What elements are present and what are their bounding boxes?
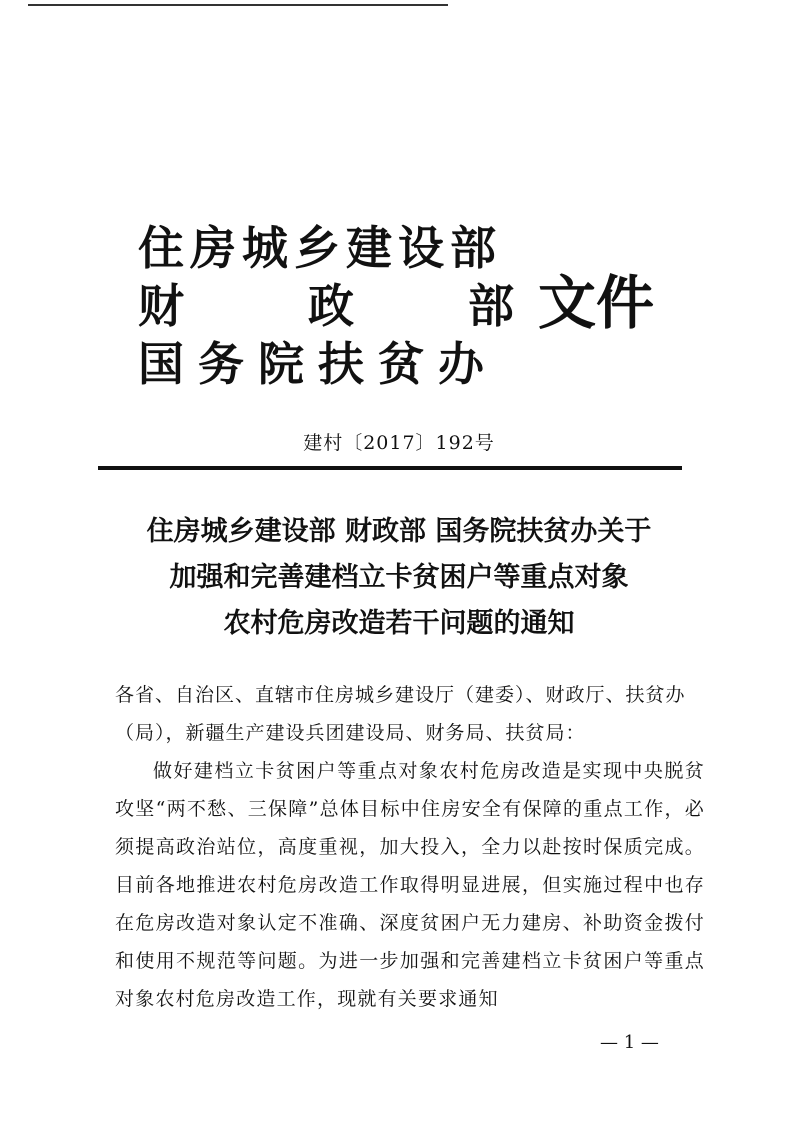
- issuing-agency-2-char-3: 部: [468, 279, 514, 333]
- document-title-line-2: 加强和完善建档立卡贫困户等重点对象: [169, 562, 629, 593]
- document-number: 建村〔2017〕192号: [303, 432, 495, 454]
- document-title-line-3: 农村危房改造若干问题的通知: [223, 608, 575, 639]
- issuing-agency-3: 国务院扶贫办: [138, 337, 498, 391]
- issuing-agency-2-char-1: 财: [138, 279, 184, 333]
- body-paragraph-1: 做好建档立卡贫困户等重点对象农村危房改造是实现中央脱贫攻坚“两不愁、三保障”总体目标中住房安全有保障的重点工作，必须提高政治站位，高度重视，加大投入，全力以赴按时保质完成。目前各地推进农村危房改造工作取得明显进展，但实施过程中也存在危房改造对象认定不准确、深度贫困户无力建房、补助资金拨付和使用不规范等问题。为进一步加强和完善建档立卡贫困户等重点对象农村危房改造工作，现就有关要求通知: [115, 760, 705, 1010]
- top-edge-rule: [28, 4, 448, 6]
- header-divider: [98, 466, 682, 470]
- document-kind-label: 文件: [538, 269, 655, 337]
- document-header: [138, 210, 658, 395]
- page-number: — 1 —: [600, 1032, 659, 1053]
- document-title-line-1: 住房城乡建设部 财政部 国务院扶贫办关于: [146, 516, 652, 547]
- issuing-agency-1: 住房城乡建设部: [138, 221, 502, 275]
- issuing-agency-2-char-2: 政: [308, 279, 354, 333]
- addressee: 各省、自治区、直辖市住房城乡建设厅（建委）、财政厅、扶贫办（局），新疆生产建设兵团建设局、财务局、扶贫局：: [115, 684, 686, 744]
